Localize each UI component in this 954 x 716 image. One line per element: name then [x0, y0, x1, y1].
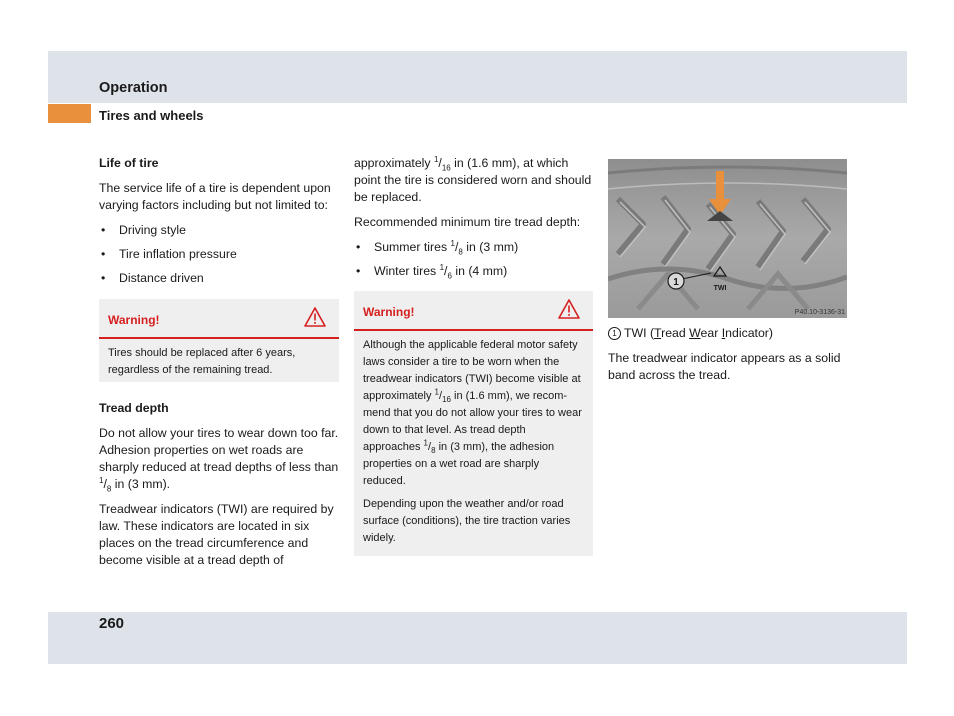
- warning-text: Tires should be replaced after 6 years, regardless of the remaining tread.: [108, 347, 296, 376]
- twi-label: TWI: [713, 285, 727, 292]
- list-item: • Distance driven: [99, 270, 339, 287]
- warning-box: [354, 291, 593, 556]
- warning-paragraph: Although the applicable federal motor safety laws consider a tire to be worn when the treadwear indicators (TWI) become visible at approximately $^1/_{16}$ in (1.6 mm), we recom- mend that you do not allow your tires to wear down to that level. As tread depth approaches $^1/_8$ in (3 mm), the adhesion properties on a wet road are sharply reduced.: [363, 339, 582, 487]
- warning-triangle-icon: [304, 307, 326, 327]
- text: Summer tires: [374, 240, 451, 254]
- text: TWI (: [624, 326, 655, 340]
- heading-tread-depth: Tread depth: [99, 401, 169, 415]
- text: approximately: [354, 156, 434, 170]
- fraction-numerator: 1: [439, 262, 445, 272]
- column-1: [99, 155, 339, 577]
- warning-triangle-icon: [558, 299, 580, 319]
- list-item: • Winter tires $^1/_6$ in (4 mm): [354, 263, 593, 280]
- callout-number: 1: [673, 277, 679, 288]
- section-marker: [48, 104, 91, 123]
- tire-tread-illustration: [608, 159, 847, 318]
- warning-label: Warning!: [108, 313, 160, 327]
- list-item: • Summer tires $^1/_8$ in (3 mm): [354, 239, 593, 256]
- text: in (1.6 mm), we recom- mend that you do not allow your tires to wear down to that level. As tread depth approaches: [363, 390, 582, 453]
- footer-band: [48, 612, 907, 664]
- factor-list: [99, 222, 339, 287]
- paragraph: approximately $^1/_{16}$ in (1.6 mm), at which point the tire is considered worn and should be replaced.: [354, 154, 592, 204]
- text: in (3 mm), the adhesion properties on a wet road are sharply reduced.: [363, 441, 555, 487]
- warning-label: Warning!: [363, 305, 415, 319]
- paragraph: Recommended minimum tire tread depth:: [354, 215, 581, 229]
- column-2: [354, 155, 593, 574]
- text: ndicator): [725, 326, 773, 340]
- warning-paragraph: Depending upon the weather and/or road surface (conditions), the tire traction varies widely.: [363, 498, 571, 544]
- figure-code: P40.10-3136-31: [794, 309, 845, 316]
- fraction-denominator: 8: [106, 484, 112, 494]
- figure-caption: [608, 325, 848, 342]
- warning-header: [354, 291, 593, 331]
- fraction-numerator: 1: [423, 438, 428, 448]
- fraction-denominator: 16: [442, 395, 451, 405]
- text: Winter tires: [374, 264, 440, 278]
- page-number: 260: [99, 615, 125, 632]
- fraction-numerator: 1: [434, 387, 439, 397]
- list-item: • Driving style: [99, 222, 339, 239]
- paragraph: Do not allow your tires to wear down too far. Adhesion properties on wet roads are sharply reduced at tread depths of less than $^1/_8$ in (3 mm).: [99, 426, 339, 494]
- text: Although the applicable federal motor safety laws consider a tire to be worn when the treadwear indicators (TWI) become visible at approximately: [363, 339, 581, 402]
- text: T: [654, 326, 662, 340]
- header-band: [48, 51, 907, 103]
- paragraph: Treadwear indicators (TWI) are required by law. These indicators are located in six places on the tread circumference and become visible at a tread depth of: [99, 502, 334, 567]
- tread-depth-list: [354, 239, 593, 280]
- text: in (4 mm): [451, 264, 508, 278]
- fraction-denominator: 8: [458, 247, 463, 257]
- paragraph: The treadwear indicator appears as a solid band across the tread.: [608, 351, 841, 382]
- column-3: [608, 159, 848, 392]
- text: in (1.6 mm), at which point the tire is considered worn and should be replaced.: [354, 156, 592, 204]
- heading-life-of-tire: Life of tire: [99, 156, 159, 170]
- text: W: [689, 326, 701, 340]
- list-item: • Tire inflation pressure: [99, 246, 339, 263]
- fraction-numerator: 1: [450, 238, 455, 248]
- subsection-title: Tires and wheels: [99, 108, 204, 123]
- paragraph: The service life of a tire is dependent upon varying factors including but not limited to:: [99, 181, 331, 212]
- warning-header: [99, 299, 339, 339]
- text: read: [661, 326, 690, 340]
- text: I: [721, 326, 726, 340]
- arrow-shaft: [716, 171, 724, 201]
- text: in (3 mm).: [111, 477, 171, 491]
- warning-text: [354, 331, 593, 556]
- fraction-numerator: 1: [433, 154, 439, 164]
- fraction-denominator: 6: [447, 271, 452, 281]
- fraction-denominator: 16: [441, 163, 451, 173]
- text: in (3 mm): [462, 240, 519, 254]
- fraction-numerator: 1: [99, 475, 104, 485]
- section-title: Operation: [99, 80, 168, 96]
- text: Do not allow your tires to wear down too far. Adhesion properties on wet roads are sharply reduced at tread depths of less than: [99, 426, 339, 474]
- fraction-denominator: 8: [431, 446, 436, 456]
- text: ear: [700, 326, 722, 340]
- warning-box: [99, 299, 339, 382]
- caption-number-icon: 1: [608, 327, 621, 340]
